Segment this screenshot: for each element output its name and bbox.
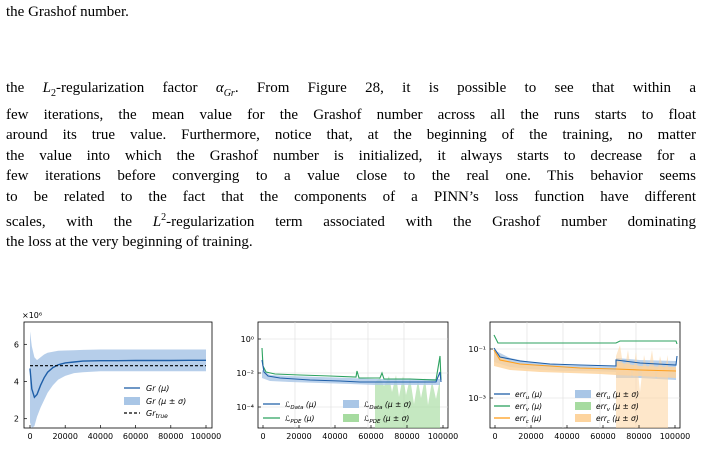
x-tick-label: 60000 <box>358 432 384 441</box>
legend-label: err$_u$ (μ ± σ) <box>596 390 640 401</box>
y-tick-label: 10⁻⁴ <box>236 403 254 412</box>
x-tick-label: 100000 <box>427 432 459 441</box>
legend-label: ℒ$_{Data}$ (μ ± σ) <box>364 400 412 411</box>
para-line: scales, with the $L^2$-regularization term associated with the Grashof number dominating <box>6 211 697 230</box>
x-tick-label: 40000 <box>322 432 348 441</box>
chart-panel-grashof <box>14 311 221 441</box>
para-line: the loss at the very beginning of training. <box>6 234 253 251</box>
para-line: few iterations, the mean value for the Grashof number across all the runs starts to float <box>6 106 696 123</box>
y-tick-label: 10⁰ <box>240 335 254 344</box>
paragraph-tail: the Grashof number. <box>6 4 129 20</box>
y-tick-label: 10⁻¹ <box>468 345 486 354</box>
x-tick-label: 0 <box>260 432 266 441</box>
x-tick-label: 40000 <box>554 432 580 441</box>
x-tick-label: 60000 <box>590 432 616 441</box>
x-tick-label: 20000 <box>52 432 78 441</box>
legend-label: err$_c$ (μ) <box>515 414 542 425</box>
x-tick-label: 80000 <box>158 432 184 441</box>
legend-label: Gr (μ) <box>146 384 170 393</box>
legend-label: ℒ$_{Data}$ (μ) <box>285 400 317 411</box>
series-band <box>30 331 206 428</box>
x-tick-label: 80000 <box>626 432 652 441</box>
legend <box>124 384 186 420</box>
legend-label: err$_c$ (μ ± σ) <box>596 414 639 425</box>
x-tick-label: 0 <box>492 432 498 441</box>
y-tick-label: 6 <box>13 340 19 350</box>
y-tick-label: 2 <box>13 414 19 424</box>
legend-label: $Gr_{true}$ <box>146 409 168 420</box>
x-tick-label: 0 <box>27 432 33 441</box>
chart-panel-errors <box>468 322 690 441</box>
y-tick-label: 10⁻³ <box>468 394 486 403</box>
para-line: the $L_2$-regularization factor $\alpha_{Gr}$. From Figure 28, it is possible to see that within a <box>6 80 696 99</box>
y-tick-label: 10⁻² <box>236 369 254 378</box>
legend <box>494 390 639 425</box>
legend-label: Gr (μ ± σ) <box>146 397 187 406</box>
legend-label: err$_v$ (μ) <box>515 402 543 413</box>
legend-label: err$_v$ (μ ± σ) <box>596 402 639 413</box>
legend-label: ℒ$_{PDE}$ (μ) <box>285 414 315 425</box>
para-line: to be related to the fact that the components of a PINN’s loss function have different <box>6 188 696 205</box>
legend-label: err$_u$ (μ) <box>515 390 543 401</box>
legend-label: ℒ$_{PDE}$ (μ ± σ) <box>364 414 410 425</box>
x-tick-label: 20000 <box>286 432 312 441</box>
x-tick-label: 100000 <box>190 432 222 441</box>
para-line: the value into which the Grashof number is initialized, it always starts to decrease for a <box>6 147 696 164</box>
para-line: few iterations before converging to a value close to the real one. This behavior seems <box>6 168 696 185</box>
x-tick-label: 60000 <box>122 432 149 441</box>
x-tick-label: 100000 <box>659 432 691 441</box>
x-tick-label: 20000 <box>518 432 544 441</box>
x-tick-label: 40000 <box>87 432 114 441</box>
y-multiplier: ×10⁶ <box>22 311 43 320</box>
x-tick-label: 80000 <box>394 432 420 441</box>
para-line: around its true value. Furthermore, notice that, at the beginning of the training, no matter <box>6 127 696 144</box>
y-tick-label: 4 <box>13 377 19 387</box>
chart-panel-losses <box>236 322 458 441</box>
